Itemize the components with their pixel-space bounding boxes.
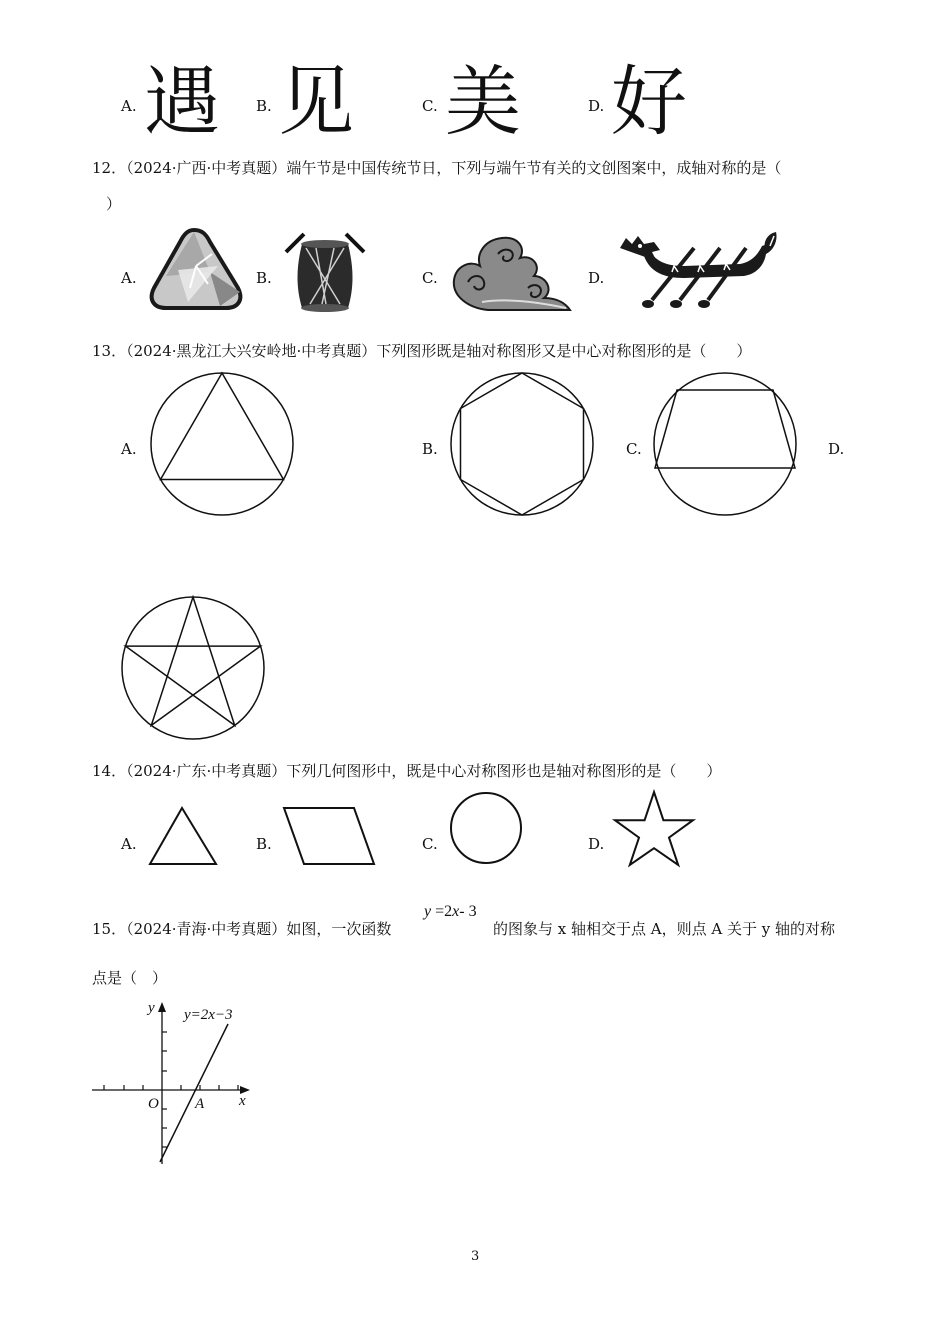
- q11-option-a-char: 遇: [144, 57, 220, 146]
- q15-stem-start: [92, 919, 391, 939]
- q11-option-c-label: C.: [422, 97, 438, 115]
- line-y-2x-3: [160, 1024, 228, 1162]
- q12-option-c-label: C.: [422, 269, 438, 287]
- q14-source: （2024·广东·中考真题）: [126, 762, 287, 780]
- q13-option-b-label: B.: [422, 440, 438, 458]
- star-figure: [614, 790, 696, 866]
- q12-option-a-label: A.: [121, 269, 137, 287]
- q11-option-b-label: B.: [256, 97, 272, 115]
- q11-option-a-label: A.: [121, 97, 137, 115]
- q11-option-d-char: 好: [611, 57, 687, 146]
- q15-formula-eq: =2: [431, 903, 453, 920]
- q15-formula-tail: - 3: [459, 903, 477, 920]
- q14-stem: [92, 761, 721, 781]
- page-number: 3: [471, 1249, 480, 1264]
- q13-stem: [92, 341, 751, 361]
- q13-text: 下列图形既是轴对称图形又是中心对称图形的是（ ）: [376, 342, 752, 360]
- drum-image: [282, 228, 368, 312]
- q14-option-c-label: C.: [422, 835, 438, 853]
- q15-text-before: 如图，一次函数: [286, 920, 392, 938]
- graph-y-axis-label: y: [148, 1000, 155, 1016]
- graph-x-axis-label: x: [239, 1093, 246, 1109]
- q15-line2: 点是（ ）: [92, 969, 168, 987]
- q14-number: 14．: [92, 762, 127, 780]
- q12-close-paren: ）: [106, 195, 122, 213]
- q14-text: 下列几何图形中，既是中心对称图形也是轴对称图形的是（ ）: [286, 762, 722, 780]
- graph-origin-label: O: [148, 1096, 159, 1112]
- q14-option-b-label: B.: [256, 835, 272, 853]
- q15-formula-x: x: [452, 903, 460, 920]
- circle-with-trapezoid-figure: [653, 372, 799, 518]
- circle-with-pentagram-figure: [119, 596, 267, 742]
- q14-option-a-label: A.: [121, 835, 137, 853]
- q13-option-d-label: D.: [828, 440, 845, 458]
- parallelogram-figure: [282, 806, 376, 866]
- q13-source: （2024·黑龙江大兴安岭地·中考真题）: [126, 342, 377, 360]
- circle-with-triangle-figure: [150, 372, 296, 518]
- q11-option-b-char: 见: [278, 57, 354, 146]
- linear-function-graph: [88, 996, 260, 1168]
- q13-number: 13．: [92, 342, 127, 360]
- circle-with-hexagon-figure: [449, 372, 595, 518]
- q12-option-b-label: B.: [256, 269, 272, 287]
- q12-option-d-label: D.: [588, 269, 605, 287]
- q12-stem: [92, 158, 781, 178]
- triangle-figure: [148, 806, 218, 866]
- waves-image: [448, 232, 572, 312]
- circle-figure: [448, 792, 526, 866]
- zongzi-image: [148, 226, 244, 312]
- graph-line-label: y=2x−3: [184, 1007, 233, 1023]
- q14-option-d-label: D.: [588, 835, 605, 853]
- q15-text-after: 的图象与 x 轴相交于点 A，则点 A 关于 y 轴的对称: [493, 920, 835, 938]
- q15-formula: [424, 903, 477, 921]
- dragon-boat-image: [614, 228, 780, 312]
- q11-option-c-char: 美: [445, 57, 521, 146]
- q12-number: 12．: [92, 159, 127, 177]
- q13-option-a-label: A.: [121, 440, 137, 458]
- q15-number: 15．: [92, 920, 127, 938]
- graph-point-a-label: A: [195, 1096, 205, 1112]
- q13-option-c-label: C.: [626, 440, 642, 458]
- q12-source: （2024·广西·中考真题）: [126, 159, 287, 177]
- q15-source: （2024·青海·中考真题）: [126, 920, 287, 938]
- q12-text: 端午节是中国传统节日，下列与端午节有关的文创图案中，成轴对称的是（: [286, 159, 782, 177]
- q15-formula-y: y: [424, 903, 432, 920]
- q11-option-d-label: D.: [588, 97, 605, 115]
